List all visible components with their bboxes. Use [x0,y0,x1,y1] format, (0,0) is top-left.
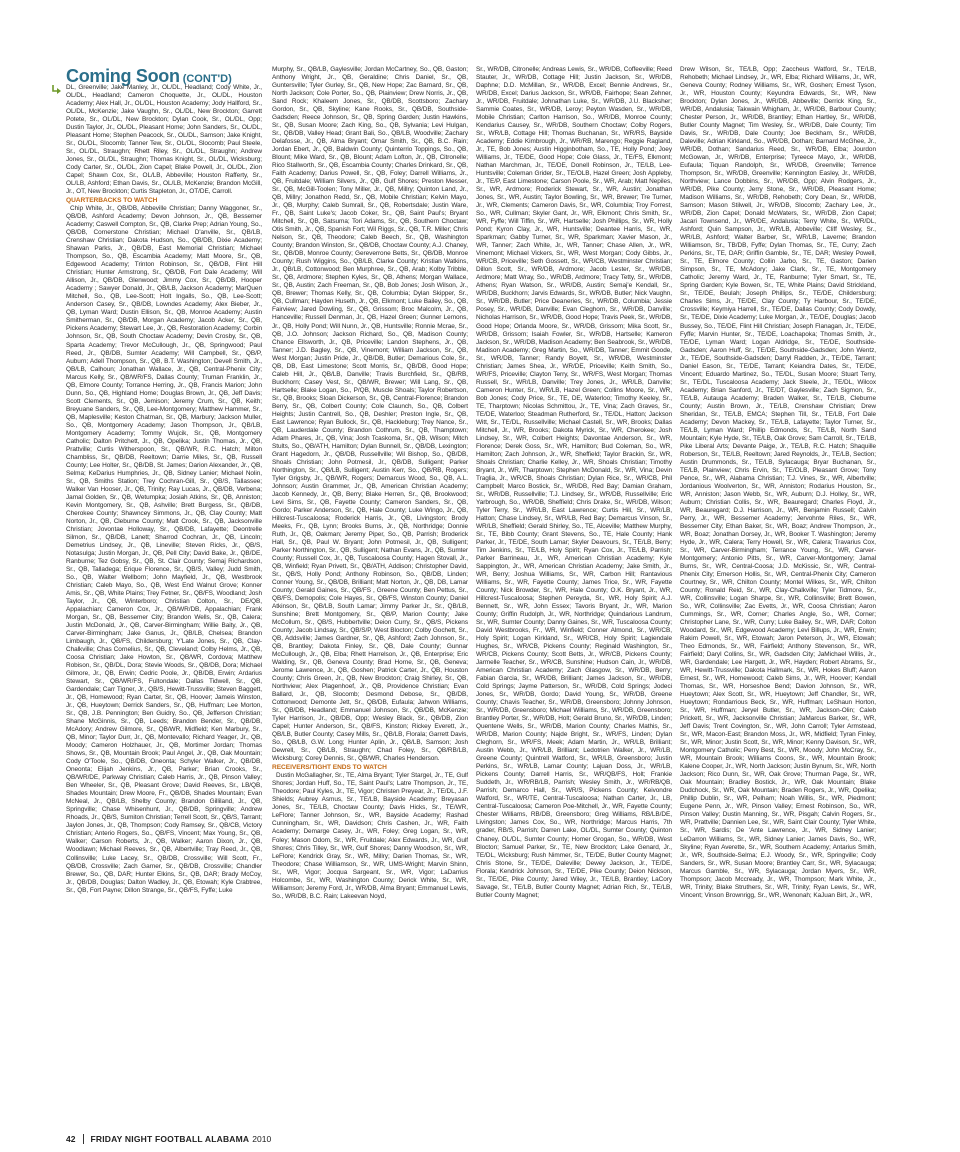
paragraph-receivers-cont-2: Drew Wilson, Sr., TE/LB, Opp; Zaccheus Watford, Sr., TE/LB, Rehobeth; Michael Lindsey, Jr., WR, Elba; Richard Williams, Jr., WR, Geneva County; Rodney Williams, Sr., WR, Goshen; Ernest Tyson, Jr., WR, Houston County; Keyundra Edwards, Sr., WR, New Brockton; Dylan Jones, Jr., WR/DB, Abbeville; Derrick King, Sr., WR/DB, Andalusia; Takwain Whigham, Jr., WR/DB, Barbour County; Chester Person, Jr., WR/DB, Brantley; Ethan Hartley, Sr., WR/DB, Butler County Magnet; Tim Wesley, Sr., WR/DB, Dale County; Tim Davis, Sr., WR/DB, Dale County; Joe Beckham, Sr., WR/DB, Daleville; Adrian Kirkland, So., WR/DB, Dothan; Barnard McGhee, Jr., WR/DB, Dothan; Sandarius Reed, Sr., WR/DB, Elba; Jourdon McGowan, Jr., WR/DB, Enterprise; Tyreece Mayo, Jr., WR/DB, Eufaula; Tiquan Randolph, Sr., WR/DB, Greenville; Terrence Thompson, Sr., WR/DB, Greenville; Kennington Easley, Jr., WR/DB, Northview; Lance Dobbins, Sr., WR/DB, Opp; Alvin Rodgers, Jr., WR/DB, Pike County; Jerry Stone, Sr., WR/DB, Pleasant Home; Madison Williams, Sr., WR/DB, Rehobeth; Cory Dean, Sr., WR/DB, Samson; Mason Stilwell, Jr., WR/DB, Slocomb; Zachary Lee, Jr., WR/DB, Zion Capel; Donald McWaters, Sr., WR/DB, Zion Capel; Jacari Townsend, Jr., WR/DE, Andalusia; Terry White, Sr., WR/DL, Ashford; Quin Sampson, Jr., WR/LB, Abbeville; Cliff Wesley, Sr., WR/LB, Ashford; Walter Barber, Sr., WR/LB, Laverne; Brandon Williamson, Sr., TB/DB, Fyffe; Dylan Thomas, Sr., TE, Curry; Zach Perkins, Sr., TE, DAR; Griffin Gamble, Sr., TE, DAR; Wesley Powell, Sr., TE, Elmore County; Collin Jarbo, Sr., TE, Gaston; Darien Simpson, Sr., TE, McAdory; Jake Clark, Sr., TE, Montgomery Catholic; Jeremy Ward, Jr., TE, Ranburne; Tyler Smart, Sr., TE, Spring Garden; Kyle Bowen, Sr., TE, White Plains; David Strickland, Sr., TE/DE, Beulah; Joseph Phillips, Sr., TE/DE, Childersburg; Charles Sims, Jr., TE/DE, Clay County; Ty Harbour, Sr., TE/DE, Crossville; Keymiya Harrell, Sr., TE/DE, Dallas County; Cody Dowdy, Sr., TE/DE, Dixie Academy; Luke Morgan, Jr., TE/DE, Douglas; Jacob Bussey, So., TE/DE, Flint Hill Christian; Joseph Flanagan, Jr., TE/DE, Fyffe; Marvin Hunter, Sr., TE/DE, Loachapoka; Thomas Smith, Jr., TE/DE, Lyman Ward; Logan Aldridge, Sr., TE/DE, Southside-Gadsden; Aaron Huff, Sr., TE/DE, Southside-Gadsden; John Wentz, Jr., TE/DE, Southside-Gadsden; Darryl Radden, Jr., TE/DE, Tarrant; Daniel Eason, Sr., TE/DE, Tarrant; Keiandra Dates, Sr., TE/DE, Vincent; Eduardo Martinez, So., TE/DL, Susan Moore; Stuart Terry, Sr., TE/DL, Tuscaloosa Academy; Jack Steele, Jr., TE/DL, Wilcox Academy; Brian Sanford, Jr., TE/DT, Gaylesville; Zach Sigmon, Sr., TE/LB, Autauga Academy; Braden Walker, Sr., TE/LB, Cleburne County; Austin Brown, Jr., TE/LB, Crenshaw Christian; Drew Sheridan, Sr., TE/LB, EMCA; Stephen Till, Sr., TE/LB, Fort Dale Academy; Devon Mackey, Sr., TE/LB, Lafayette; Taylor Turner, Sr., TE/LB, Lyman Ward; Phillip Edmonds, Sr., TE/LB, North Sand Mountain; Kyle Hyde, Sr., TE/LB, Oak Grove; Sam Carroll, Sr., TE/LB, Pike Liberal Arts; Devante Paige, Jr., TE/LB, R.C. Hatch; Shaquille Roberson, Sr., TE/LB, Reeltown; Jared Reynolds, Jr., TE/LB, Section; Austin Drummonds, Sr., TE/LB, Sylacauga; Bryar Buchanan, Sr., TE/LB, Plainview; Chris Ervin, Sr., TE/OLB, Pleasant Grove; Tony Pence, Sr., WR, Alabama Christian; T.J. Vines, Sr., WR, Albertville; Jordanious Woolverton, Sr., WR, Anniston; Rodarius Houston, Sr., WR, Anniston; Jason Webb, Sr., WR, Auburn; D.J. Holley, Sr., WR, Auburn; Christian Collis, Sr., WR, Beauregard; Charles Floyd, Jr., WR, Beauregard; D.J. Harrison, Jr., WR, Benjamin Russell; Calvin Perry, Jr., WR, Bessemer Academy; Jervohnte Riles, Sr., WR, Bessemer City; Ethan Baker, Sr., WR, Boaz; Andrew Thompson, Jr., WR, Boaz; Jonathan Dorsey, Jr., WR, Booker T. Washington; Jeremy Hyde, Jr., WR, Calera; Terry Howell, Sr., WR, Calera; Travarius Cox, Sr., WR, Carver-Birmingham; Terrance Young, Sr., WR, Carver-Montgomery; Antonio Pitts, Sr., WR, Carver-Montgomery; Jamal Burns, Sr., WR, Central-Coosa; J.D. McKissic, Sr., WR, Central-Phenix City; Emerson Hollis, Sr., WR, Central-Phenix City; Cameron Courtney, Sr., WR, Chilton County; Montel Wilkes, Sr., WR, Chilton County; Ronald Reid, Sr., WR, Clay-Chalkville; Tyler Tidmore, Sr., WR, Collinsville; Logan Sharpe, Sr., WR, Collinsville; Brett Bowen, So., WR, Collinsville; Zac Evetts, Jr., WR, Coosa Christian; Aaron Cummings, Sr., WR, Corner; Charles Angle, So., WR, Corner; Christopher Lane, Sr., WR, Curry; Luke Bailey, Sr., WR, DAR; Colton Woodard, Sr., WR, Edgewood Academy; Levi Billups, Jr., WR, Erwin; Rakim Powell, Sr., WR, Etowah; Jaron Peterson, Jr., WR, Etowah; Theo Edmonds, Sr., WR, Fairfield; Anthony Stevenson, Sr., WR, Fairfield; Daryl Collins, Sr., WR, Gadsden City; JaMichael Willis, Jr., WR, Gardendale; Lee Hargett, Jr., WR, Hayden; Robert Abrams, Sr., WR, Hewitt-Trussville; Dakota Hallmark, Sr., WR, Hokes Bluff; Aaron Ernest, Sr., WR, Homewood; Caleb Sims, Jr., WR, Hoover; Kendall Thomas, Sr., WR, Horseshoe Bend; Davion Johnson, Sr., WR, Hueytown; Alex Scott, Sr., WR, Hueytown; Jeff Chandler, Sr., WR, Hueytown; Rondarrious Beck, Sr., WR, Huffman; LeShaun Horton, Sr., WR, Huffman; Jeryel Butler, Sr., WR, Jackson-Olin; Caleb Prickett, Sr., WR, Jacksonville Christian; JaMarcus Barker, Sr., WR, Jeff Davis; Trent Covington, Sr., WR, John Carroll; Tyler Armstead, Sr., WR, Macon-East; Brandon Moss, Jr., WR, Midfield; Tyran Finley, Sr., WR, Minor; Justin Scott, Sr., WR, Minor; Kenny Davison, Sr., WR, Montgomery Catholic; Perry Best, Sr., WR, Moody; John McCray, Sr., WR, Mountain Brook; Williams Coons, Sr., WR, Mountain Brook; Kalene Cooper, Jr., WR, North Jackson; Justin Bynum, Sr., WR, North Jackson; Rico Dunn, Sr., WR, Oak Grove; Thurman Page, Sr., WR, Oak Mountain; Bradley Bostick, Jr., WR, Oak Mountain; Blake Dudchock, Sr., WR, Oak Mountain; Braden Rogers, Jr., WR, Opelika; Phillip Dublin, Sr., WR, Pelham; Noah Willis, Sr., WR, Piedmont; Eugene Penn, Jr., WR, Pinson Valley; Ernest Robinson, So., WR, Pinson Valley; Dustin Manning, Sr., WR, Pisgah; Calvin Rogers, Sr., WR, Prattville; Dannien Lee, Sr., WR, Saint Clair County; Tyler White, Sr., WR, Sardis; De 'Ante Lawrence, Jr., WR, Sidney Lanier; LeDarron Williams, Sr., WR, Sidney Lanier; James Davis, So., WR, Skyline; Ryan Averette, Sr., WR, Southern Academy; Antarius Smith, Jr., WR, Southside-Selma; E.J. Woody, Sr., WR, Springville; Cody Sanders, Sr., WR, Susan Moore; Brantley Carr, Sr., WR, Sylacauga; Marcus Gamble, Sr., WR, Sylacauga; Jordan Myers, Sr., WR, Thompson; Jacob Mccready, Jr., WR, Thompson; Mark White, Jr., WR, Trinity; Blake Struthers, Sr., WR, Trinity; Ryan Lewis, Sr., WR, Vincent; Vinson Brownrigg, Sr., WR, Wenonah; KaJuan Birt, Jr., WR, [680,66,876,899]
column-3 [476,66,672,1116]
paragraph-linemen: DL, Greenville; Jake Manley, Jr., OL/DL, Headland; Cody White, Jr., OL/DL, Headland; Cameron Choquette, Jr., OL/DL, Houston Academy; Alex Hall, Jr., OL/DL, Houston Academy; Jody Hallford, Sr., OL/DL, McKenzie; Jake Vaughn, Sr., OL/DL, New Brockton; Garrett Potete, Sr., OL/DL, New Brockton; Dylan Cook, Sr., OL/DL, Opp; Dustin Taylor, Jr., OL/DL, Pleasant Home; John Sanders, Sr., OL/DL, Pleasant Home; Stephen Peacock, Sr., OL/DL, Samson; Jake Knight, Sr., OL/DL, Slocomb; Tanner Tew, Sr., OL/DL, Slocomb; Paul Steele, Sr., OL/DL, Straughn; Rhett Riley, Sr., OL/DL, Straughn; Andrew Jones, Sr., OL/DL, Straughn; Thomas Knight, Sr., OL/DL, Wicksburg; Cody Carter, Sr., OL/DL, Zion Capel; Blake Powell, Jr., OL/DL, Zion Capel; Shawn Cox, Sr., OL/LB, Abbeville; Houston Rafferty, Sr., OL/LB, Ashford; Ethan Davis, Sr., OL/LB, McKenzie; Brandon McGill, Jr., OT, New Brockton; Curtis Stapleton, Jr., OT/DE, Carroll. [66,84,262,196]
subhead-receivers: RECEIVERS/TIGHT ENDS TO WATCH [272,764,387,772]
magazine-year: 2010 [252,1134,272,1144]
arrow-icon [52,84,64,96]
column-1 [66,84,262,1134]
heading-title: Coming Soon [66,66,180,86]
subhead-quarterbacks: QUARTERBACKS TO WATCH [66,197,158,205]
paragraph-receivers-cont: Sr., WR/DB, Citronelle; Andreas Lewis, Sr., WR/DB, Coffeeville; Reed Stauter, Jr., WR/DB, Cottage Hill; Justin Jackson, Sr., WR/DB, Daphne; D.D. McMillan, Sr., WR/DB, Excel; Bennie Andrews, Sr., WR/DB, Excel; Darius Jackson, Sr., WR/DB, Fairhope; Sean Zehner, Jr., WR/DB, Fruitdale; Johnathan Luke, Sr., WR/DB, J.U. Blacksher; Sammie Coates, Sr., WR/DB, Leroy; Peyton Wasden, Sr., WR/DB, Mobile Christian; Carlton Harrison, So., WR/DB, Monroe County; Kendarius Causey, Sr., WR/DB, Southern Choctaw; Colby Rogers, Sr., WR/LB, Cottage Hill; Thomas Buchanan, Sr., WR/RS, Bayside Academy; Eddie Kimbrough, Jr., WR/RB, Marengo; Reggie Ragland, Jr., TE, Bob Jones; Austin Higginbotham, So., TE, Holly Pond; Joey Williams, Jr., TE/DE, Good Hope; Cole Glass, Jr., TE/FS, Elkmont; Nathan Marchman, Jr., TE/DE, Donell Robinson, Jr., TE/LB, Lee-Huntsville; Coleman Grider, Sr., TE/OLB, Hazel Green; Josh Appleby, Jr., TE/P, East Limestone; Carson Poole, Sr., WR, Arab; Matt Nepiles, Sr., WR, Ardmore; Roderick Stewart, Sr., WR, Austin; Jonathan Jones, Sr., WR, Austin; Taylor Bowling, Sr., WR, Brewer; Tre Turner, Jr., WR, Clements; Cameron Davis, Sr., WR, Columbia; Troy Forrest, So., WR, Cullman; Skyler Gant, Jr., WR, Elkmont; Chris Smith, Sr., WR, Fyffe; Will Tiffin, Sr., WR, Hartselle; Josh Phillips, Sr., WR, Holly Pond; Kyron Clay, Jr., WR, Huntsville; Deantee Harris, Sr., WR, Sparkman; Gabby Turner, Sr., WR, Sparkman; Xavier Mason, Jr., WR, Tanner; Zach White, Jr., WR, Tanner; Chase Allen, Jr., WR, Vinemont; Michael Vickers, Sr., WR, West Morgan; Cody Gibbs, Jr., WR/CB, Priceville; Seth Gossett, Sr., WR/CB, Westminster Christian; Dillon Scott, Sr., WR/DB, Ardmore; Jacob Lester, Sr., WR/DB, Ardmore; Matt Wray, So., WR/DB, Ardmore; Tracy Tetty, Sr., WR/DB, Athens; Ryan Watson, Sr., WR/DB, Austin; Semaj'e Kendall, Sr., WR/DB, Buckhorn; Jarvis Edwards, Sr., WR/DB, Butler; Nick Vaughn, Sr., WR/DB, Butler; Price Deaneries, Sr., WR/DB, Columbia; Jessie Posey, Sr., WR/DB, Danville; Evan Cleghorn, Sr., WR/DB, Danville; Nicholas Harrison, Sr., WR/DB, Good Hope; Travis Peek, Sr., WR/DB, Good Hope; Orlanda Moore, Sr., WR/DB, Grissom; Mika Scott, Sr., WR/DB, Grissom; Isaiah Fowler, Sr., WR/DB, Hartselle; Kameron Jackson, Sr., WR/DB, Madison Academy; Ben Seabrook, Sr., WR/DB, Madison Academy; Greg Martin, So., WR/DB, Tanner; Emmit Goode, Sr., WR/DB, Tanner; Randy Boyett, Sr., WR/DB, Westminster Christian; James Shea, Jr., WR/DE, Priceville; Keith Smith, So., WR/FS, Priceville; Clayton Terry, Sr., WR/FS, West Morgan; Thomas Russell, Sr., WR/LB, Danville; Trey Jones, Jr., WR/LB, Danville; Cameron Hunter, Sr., WR/LB, Hazel Green; Collins Moore, Sr., WR, Bob Jones; Cody Price, Sr., TE, DE, Waterloo; Timothy Keeley, Sr., TE, Tharptown; Nicolas Schmittou, Jr., TE, Vina; Zach Graves, Sr., TE/DE, Waterloo; Steadman Rutherford, Sr., TE/DL, Hatton; Jackson Witt, Sr., TE/DL, Russellville; Michael Castell, Sr., WR, Brooks; Dallas Mitchell, Jr., WR, Brooks; Dakota Myrick, Sr., WR, Cherokee; Josh Lindsey, Sr., WR, Colbert Heights; Davontae Anderson, Sr., WR, Florence; Derek Goss, Sr., WR, Hamilton; Bud Coleman, So., WR, Hamilton; Zach Johnson, Jr., WR, Sheffield; Taylor Brackin, Sr., WR, Shoals Christian; Charlie Kelley, Jr., WR, Shoals Christian; Timothy Bryant, Jr., WR, Tharptown; Stephen McDonald, Sr., WR, Vina; Devin Traglia, Jr., WR/CB, Shoals Christian; Dylan Rice, Sr., WR/CB, Phil Campbell; Marco Bostick, Sr., WR/DB, Red Bay; Damian Graham, Sr., WR/DB, Russellville; T.J. Lindsey, Sr., WR/DB, Russellville; Eric Yarbrough, So., WR/DB, Sheffield; Chris Drake, Sr., WR/DB, Wilson; Tyler Terry, Sr., WR/LB, East Lawrence; Curtis Hill, Sr., WR/LB, Hatton; Chase Lindsey, Sr., WR/LB, Red Bay; Demarcus Vinson, Sr., WR/LB, Sheffield; Gerald Shirley, So., TE, Alceville; Matthew Murphy, Sr., TE, Bibb County; Grant Stevens, So., TE, Hale County; Hank Parker, Jr., TE/DE, South Lamar; Skyler Deavours, Sr., TE/LB, Berry; Tim Jenkins, Sr., TE/LB, Holy Spirit; Ryan Cox, Jr., TE/LB, Parrish; Parker Barrineau, Jr., WR, American Christian Academy; Kyle Sappington, Jr., WR, American Christian Academy; Jake Smith, Jr., WR, Berry; Joshua Williams, Sr., WR, Carbon Hill; Rantavious Williams, Sr., WR, Fayette County; James Trice, Sr., WR, Fayette County; Nick Browder, Sr., WR, Hale County; O.K. Bryant, Jr., WR, Hillcrest-Tuscaloosa; Stephen Pereyda, Sr., WR, Holy Spirit; A.J. Bennett, Sr., WR, John Essex; Tavoris Bryant, Jr., WR, Marion County; Griffin Rudolph, Jr., WR, Northridge; Quindarious Landrum, Sr., WR, Sumter County; Danny Gaines, Sr., WR, Tuscaloosa County; David Westbrooks, Fr., WR, Winfield; Conner Almond, Sr., WR/CB, Holy Spirit; Logan Kirkland, Sr., WR/CB, Holy Spirit; Lagiendale Hughes, Sr., WR/CB, Pickens County; Reginald Washington, Sr., WR/CB, Pickens County; Scott Betts, Jr., WR/CB, Pickens County; Jarmelle Teacher, Sr., WR/CB, Sunshine; Hudson Cain, Jr., WR/DB, American Christian Academy; Zach Glasgow, Sr., WR/DB, Berry; Fabian Garcia, Sr., WR/DB, Brilliant; James Jackson, Sr., WR/DB, Cold Springs; Jayme Patterson, Sr., WR/DB, Cold Springs; Jodeci Jones, Sr., WR/DB, Gordo; David Young, Sr., WR/DB, Greene County; Chavis Teacher, Sr., WR/DB, Greensboro; Johnny Johnson, Sr., WR/DB, Greensboro; Michael Williams, Sr., WR/DB, Greensboro; Brantley Porter, Sr., WR/DB, Holt; Gerald Bruno, Sr., WR/DB, Linden; Quentene Wells, Sr., WR/DB, Marion County; Charles Mathis, Sr., WR/DB, Marion County; Najde Bright, Sr., WR/FS, Linden; Dylan Cleghorn, Sr., WR/FS, Meek; Adam Martin, Jr., WR/LB, Brilliant; Austin Webb, Jr., WR/LB, Brilliant; Ledotrien Walker, Jr., WR/LB, Greene County; Quintrell Watford, Sr., WR/LB, Greensboro; Justin Perkins, Sr., WR/LB, Lamar County; Lajuan Doss, Jr., WR/LB, Pickens County; Darrell Harris, Sr., WR/QB/FS, Holt; Frankie Suddeth, Jr., WR/RB/LB, Parrish; Wesley Smith, Jr., WR/RB/QB, Parrish; Demarco Hall, Sr., WR/S, Pickens County; Keivondre Watford, Sr., WR/TE, Central-Tuscaloosa; Nathan Carter, Jr., LB, Central-Tuscaloosa; Cameron Poe-Mitchell, Jr., WR, Fayette County; Chester Williams, RB/DB, Greensboro; Greg Williams, RB/LB/DE, Livingston; James Cox, So., WR, Northridge; Marcus Harris, 7th grader, RB/S, Parrish; Darren Lake, OL/DL, Sumter County; Quinton Chaney, OL/DL, Sumter County; Homer Grogan, So., WR/DB, West Blocton; Samuel Parker, Sr., TE, New Brockton; Lake Genard, Jr., TE/DL, Wicksburg; Rush Nimmer, Sr., TE/DE, Butler County Magnet; Chris Stone, Sr., TE/DE, Daleville; Dewey Jackson, Jr., TE/DE, Florala; Kendrick Johnson, Sr., TE/DE, Pike County; Deion Nickson, Sr., TE/DE, Pike County; Jared Wiley, Jr., TE/LB, Brantley; LaCory Savage, Sr., TE/LB, Butler County Magnet; Adrian Rich, Sr., TE/LB, Butler County Magnet; [476,66,672,899]
footer-divider [83,1134,84,1144]
magazine-name: FRIDAY NIGHT FOOTBALL ALABAMA [90,1134,250,1144]
column-4 [680,66,876,1116]
column-2 [272,66,468,1116]
page-footer [66,1133,271,1145]
paragraph-quarterbacks-cont: Murphy, Sr., QB/LB, Gaylesville; Jordan McCartney, So., QB, Gaston; Anthony Wright, Jr., QB, Geraldine; Chris Daniel, Sr., QB, Guntersville; Tyler Gurley, Sr., QB, New Hope; Zac Barnard, Sr., QB, North Jackson; Cole Porter, So., QB, Plainview; Drew Norris, Jr., QB, Sand Rock; Khaleem Jones, Sr., QB/DB, Scottsboro; Zachary Gordon, Sr., QB, Skyline; Kane Rooks, Sr., QB/DB, Southside-Gadsden; Reece Johnson, Sr., QB, Spring Garden; Justin Hawkins, Sr., QB, Susan Moore; Zach King, So., QB, Sylvania; Levi Hulgan, Sr., QB/DB, Valley Head; Grant Bali, So., QB/LB, Woodville; Zachary Delafosse, Jr., QB, Alma Bryant; Omar Smith, Sr., QB, B.C. Rain; Jordan Ebert, Jr., QB, Baldwin County; Quinterrio Toppings, So., QB, Blount; Mike Ward, Sr., QB, Blount; Adam Lofton, Jr., QB, Citronelle; Rico Stallworth, Sr., QB, Escambia County; Charles Drinkard, Sr., QB, Faith Academy; Darius Powell, Sr., QB, Foley; Darrell Williams, Jr., QB, Fruitdale; William Silvers, Jr., QB, Gulf Shores; Preston Messer, Sr., QB, McGill-Toolen; Tony Miller, Jr., QB, Millry; Quinton Land, Jr., QB, Millry; Jonathon Redd, Sr., QB, Mobile Christian; Kelvin Mayo, Jr., QB, Murphy; Caleb Sumrall, Sr., QB, Robertsdale; Justin Ware, Fr., QB, Saint Luke's; Jacob Coker, Sr., QB, Saint Paul's; Bryant Mitchell, Sr., QB, Satsuma; Tori Adams, Sr., QB, Southern Choctaw; Otis Smith, Jr., QB, Spanish Fort; Wil Riggs, Sr., QB, T.R. Miller; Chris Nelson, Sr., QB, Theodore; Caleb Beech, Sr., QB, Washington County; Brandon Winston, Sr., QB/DB, Choctaw County; A.J. Chaney, Sr., QB/DB, Monroe County; Gereverrone Betts, Sr., QB/DB, Monroe County; Rush Wiggins, So., QB/LB, Clarke County; Kristian Watkins, Jr., QB/LB, Cottonwood; Ben Murphree, Sr., QB, Arab; Kolby Tribble, Sr., QB, Ardmore; Stephen Kyles, Sr., QB, Athens; Morgan Wallace, Sr., QB, Austin; Zach Freeman, Sr., QB, Bob Jones; Josh Wilson, Jr., QB, Brewer; Thomas Kelly, Sr., QB, Columbia; Dylan Skipper, Sr., QB, Cullman; Hayden Huseth, Jr., QB, Elkmont; Luke Bailey, So., QB, Fairview; Jared Dowling, Sr., QB, Grissom; Broc Malcolm, Jr., QB, Hanceville; Russell Denman, Jr., QB, Hazel Green; Gunner Lemons, Jr., QB, Holly Pond; Will Nunn, Jr., QB, Huntsville; Ronnie Mcrae, Sr., QB, J.O. Johnson; Jackson Richard, So., QB, Madison County; Chance Ellsworth, Jr., QB, Priceville; Landon Stephens, Jr., QB, Tanner; J.D. Bagley, Sr., QB, Vinemont; William Jackson, Sr., QB, West Morgan; Justin Pride, Jr., QB/DB, Butler; Demarious Cole, Sr., QB, DB, East Limestone; Scott Morris, Sr., QB/DB, Good Hope; Caleb Hill, Jr., QB/LB, Danville; Travis Burchfield, Sr., QB/RB, Buckhorn; Casey Vest, Sr., QB/WR, Brewer; Will Lang, Sr., QB, Hartselle; Blake Logan, So., P/QB, Muscle Shoals; Taylor Robertson, Sr., QB, Brooks; Sloan Dickerson, Sr., QB, Central-Florence; Brandon Berry, Sr., QB, Colbert County; Cole Claunch, So., QB, Colbert Heights; Justin Cantrell, So., QB, Deshler; Preston Ingle, Sr., QB, East Lawrence; Ryan Bullock, Sr., QB, Hackleburg; Trey Nance, Sr., QB, Lauderdale County; Brandon Cothrum, Sr., QB, Thamptown; Adam Phares, Jr., QB, Vina; Josh Tcaskoma, Sr., QB, Wilson; Mitch Stults, So., QB/ATH, Hamilton; Dylan Bunnell, Sr., QB/DB, Lexington; Grant Hagedorn, Jr., QB/DB, Russellville; Wil Bishop, So., QB/DB, Shoals Christian; John Potmesil, Jr., QB/DB, Sulligent; Parker Northington, Sr., QB/LB, Sulligent; Austin Kerr, So., QB/RB, Rogers; Tyler Grigsby, Jr., QB/WR, Rogers; Demarcus Wood, So., QB, A.L. Johnson; Austin Grammer, Jr., QB, American Christian Academy; Jacob Kennedy, Jr., QB, Berry; Blake Herren, Sr., QB, Brookwood; Levi Sims, Sr., QB, Fayette County; Cameron Sanders, Sr., QB, Gordo; Parker Anderson, Sr., QB, Hale County; Luke Wingo, Jr., QB, Hillcrest-Tuscaloosa; Roderick Harris, Jr., QB, Livingston; Brody Meeks, Fr., QB, Lynn; Brooks Burns, Jr., QB, Northridge; Donnie Ruth, Jr., QB, Oakman; Jeremy Piper, So., QB, Parrish; Broderick Hall, Sr., QB, Paul W. Bryant; John Potmesil, Jr., QB, Sulligent; Parker Northington, Sr., QB, Sulligent; Nathan Evans, Jr., QB, Sumter County; Russell Cox, Jr., QB, Tuscaloosa County; Hagen Stovall, Jr., QB, Winfield; Ryan Privett, Sr., QB/ATH, Addison; Christopher David, Sr., QB/S, Holly Pond; Anthony Robinson, So., QB/DB, Linden; Conner Young, Sr., QB/DB, Brilliant; Matt Norton, Jr., QB, DB, Lamar County; Gerald Gaines, Sr., QB/FS , Greene County; Ben Pettus, Sr., QB/FS, Demopolis; Cole Hayes, Sr., QB/FS, Winston County; Daniel Atkinson, Sr., QB/LB, South Lamar; Jimmy Parker Jr., Sr., QB/LB, Sunshine; Brett Montgomery, Sr., QB/P, Marion County; Jake McCollum, Sr., QB/S, Hubbertville; Deion Curry, Sr., QB/S, Pickens County; Jacob Lindsay, Sr., QB/S/P, West Blocton; Colby Gochett, Sr., QB, Addsville; James Gardner, Sr., QB, Ashford; Zach Johnson, Sr., QB, Brantley; Dakota Finley, Sr., QB, Dale County; Gunnar McCullough, Jr., QB, Elba; Rhett Harrelson, Jr., QB, Enterprise; Eric Walding, Sr., QB, Geneva County; Brad Horne, Sr., QB, Geneva; Jerome Lawrence, Jr., QB, Goshen; Patrick Carter, Jr., QB, Houston County; Chris Green, Jr., QB, New Brockton; Craig Shirley, Sr., QB, Northview; Alex Plagenhoef, Jr., QB, Providence Christian; Evan Ballard, Jr., QB, Slocomb; Desmond Debose, Sr., QB/DB, Cottonwood; Demonte Jett, Sr., QB/DB, Eufaula; Jahwon Williams, Sr., QB/DB, Headland; Emmanuel Johnson, Sr., QB/DB, McKenzie; Tyler Harrison, Jr., QB/DB, Opp; Wesley Black, Sr., QB/DB, Zion Capel; Hunter Anderson, Sr., QB/FS, Kinston; Rickey Everett, Jr., QB/LB, Butler County; Casey Mills, Sr., QB/LB, Florala; Garrett Davis, So., QB/LB, G.W. Long; Hunter Aplin, Jr., QB/LB, Samson; Josh Dewrell, Sr., QB/LB, Straughn; Chad Foley, Sr., QB/RB/LB, Wicksburg; Corey Dennis, Sr., QB/WR, Charles Henderson. [272,66,468,763]
section-heading [66,66,232,84]
page-number: 42 [66,1134,76,1144]
heading-suffix: (CONT'D) [182,73,232,85]
paragraph-receivers: Dustin McGallagher, Sr., TE, Alma Bryant; Tyler Stargel, Jr., TE, Gulf Shores; Jordan Huff, So., TE, Saint Paul's; Latre Thompson, Jr., TE, Theodore; Paul Kyles, Jr., TE, Vigor; Christen Preyear, Jr., TE/DL, J.F. Shields; Aubrey Asmus, Sr., TE/LB, Bayside Academy; Breyasan Jones, Sr., TE/LB, Choctaw County; Davis Hicks, Sr., TE/WR, LeFlore; Tanner Johnson, Sr., WR, Bayside Academy; Rashad Cunningham, Sr., WR, Davidson; Chris Cashen, Jr., WR, Faith Academy; Demarge Casey, Jr., WR, Foley; Greg Logan, Sr., WR, Foley; Mason Odom, Sr., WR, Fruitdale; Alex Edwards, Jr., WR, Gulf Shores; Chris Tilley, Sr., WR, Gulf Shores; Danny Woodson, Sr., WR, LeFlore; Kendrick Gray, Sr., WR, Millry; Darien Thomas, Sr., WR, Theodore; Chase Williamson, Sr., WR, UMS-Wright; Marvin Shinn, Sr., WR, Vigor; Jocqua Sargeant, Sr., WR, Vigor; LaDarrius Holcombe, Sr., WR, Washington County; Derick White, Sr., WR, Williamson; Jeremy Ford, Jr., WR/DB, Alma Bryant; Emmanuel Lewis, So., WR/DB, B.C. Rain; Lakeevan Noyd, [272,772,468,900]
paragraph-quarterbacks: Chip White, Jr., QB/DB, Abbeville Christian; Danny Waggoner, Sr., QB/DB, Ashford Academy; Devon Johnson, Jr., QB, Bessemer Academy; Caswell Compton, Sr., QB, Clarke Prep; Adrian Young, So., QB/DB, Cornerstone Christian; Michael D'anville, Sr., QB/LB, Crenshaw Christian; Dakota Hudson, So., QB/DB, Dixie Academy; Shawan Parks, Jr., QB/DB, East Memorial Christian; Michael Thompson, So., QB, Escambia Academy; Matt Moore, Sr., QB, Edgewood Academy; Trinton Robinson, Sr., QB/DB, Flint Hill Christian; Hunter Armstrong, Sr., QB/DB, Fort Dale Academy; Will Allison, Jr., QB/DB, Glenwood; Jimmy Cox, Sr., QB/DB, Hooper Academy ; Sawyer Donald, Jr., QB/LB, Jackson Academy; MarQuen Mitchell, So., QB, Lee-Scott; Holt Ingalls, So., QB, Lee-Scott; Anderson Casey, Sr., QB/DB, Lowndes Academy; Alex Bieber, Jr., QB, Lyman Ward; Dustin Ellison, Sr., QB, Monroe Academy; Austin Smitherman, Sr., QB/DB, Morgan Academy; Jacob Acker, Sr., QB, Pickens Academy; Stewart Lee, Jr., QB, Restoration Academy; Corbin Johnson, Sr., QB, South Choctaw Academy; Devin Crosby, Sr., QB, Sparta Academy; Trevor McCullough, Jr., QB, Springwood; Paul Reed, Jr., QB/DB, Sumter Academy; Will Campbell, Sr., QB/P, Auburn; Adell Thompson, Sr., QB, B.T. Washington; Devell Smith, Jr., QB/LB, Calhoun; Jonathan Wallace, Jr., QB, Central-Phenix City; Marcus Kelly, Sr., QB/WR/FS, Dallas County; Truman Franklin, Jr., QB, Elmore County; Torrance Herring, Jr., QB, Francis Marion; John Dunn, So., QB, Highland Home; Douglas Brown, Jr., QB, Jeff Davis; Scott Clements, Sr., QB, Jemison; Jeremy Crum, Sr., QB, Keith; Breyuane Sanders, Sr., QB, Lee-Montgomery; Matthew Hammer, Sr., QB, Maplesville; Keston Chatman, Sr., QB, Marbury; Jackson Muller, So., QB, Montgomery Academy; Jason Thompson, Jr., QB/LB, Montgomery Academy; Tommy Wujcik, Sr., QB, Montgomery Catholic; Dalton Pritchett, Jr., QB, Opelika; Justin Thomas, Jr., QB, Prattville; Curtis Witherspoon, Sr., QB/WR, R.C. Hatch; Milton Chambliss, Sr., QB/DB, Reeltown; Darrie Miles, Sr., QB, Russell County; Lee Holter, Sr., QB/DB, St. James; Darion Alexander, Jr., QB, Selma; KeDarius Humphries, Jr., QB, Sidney Lanier; Michael Nolin, Sr., QB, Smiths Station; Trey Cochran-Gill, Sr., QB/S, Tallassee; Walker Van Hooser, Jr., QB, Trinity; Ray Lucas, Jr., QB/DB, Verbena; Jamal Golden, Sr., QB, Wetumpka; Josiah Atkins, Sr., QB, Anniston; Kevin Montgomery, Sr., QB, Ashville; Brett Burgess, Sr., QB/DB, Cherokee County; Shawncey Simmons, Jr., QB, Clay County; Matt Norton, Jr., QB, Cleburne County; Matt Crook, Sr., QB, Jacksonville Christian; Jovontae Holloway, Sr., QB/DB, Lafayette; Deontrelle Silmon, Sr., QB/DB, Lanett; Sharrod Cochran, Jr., QB, Lincoln; Demetrius Lindsey, Jr., QB, Lineville; Steven Ricks, Jr., QB/S, Notasulga; Justin Morgan, Jr., QB, Pell City; David Bake, Jr., QB/DE, Ranburne; Tez Gobsy, Sr., QB, St. Clair County; Semaj Richardson, Sr., QB, Talladega; Erique Florence, Sr., QB/S, Valley; Judd Smith, So., QB, Walter Wellborn; John Mayfield, Jr., QB, Westbrook Christian; Caleb Mayo, So., QB, West End Walnut Grove; Konner Amis, Sr., QB, White Plains; Trey Fetner, Sr., QB/FS, Woodland; Josh Taylor, Jr., QB, Winterboro; Christian Colton, Sr., DE/QB, Appalachian; Cameron Cox, Jr., QB/WR/DB, Appalachian; Frank Morgan, Sr., QB, Bessemer City; Brandon Wells, Sr., QB, Calera; Justin McDonald, Jr., QB, Carver-Birmingham; Willie Baity, Jr., QB, Carver-Birmingham; Jake Ganus, Jr., QB/LB, Chelsea; Brandon Limbaugh, Jr., QB/FS, Childersburg; Y'Late Jones, Sr., QB, Clay-Chalkville; Chas Cornelius, Sr., QB, Cleveland; Colby Helms, Jr., QB, Coosa Christian; Jake Howton, Sr., QB/WR, Cordova; Matthew Robison, Sr., QB/DL, Dora; Stevie Woods, Sr., QB/DB, Dora; Michael Gilmore, Jr., QB, Erwin; Cedric Poole, Jr., QB/DB, Erwin; Ardarius Stewart, Sr., QB/WR/FS, Fultondale; Dallas Tidwell, Sr., QB, Gardendale; Carr Tigner, Jr., QB/S, Hewitt-Trussville; Steven Baggett, Jr., QB, Homewood; Ryan Carter, Sr., QB, Hoover; Jameis Winston, Jr., QB, Hueytown; Derrick Sanders, Sr., QB, Huffman; Lee Morton, Sr., QB, J.B. Pennington; Ben Guidry, So., QB, Jefferson Christian; Shane McGinnis, Sr., QB, Leeds; Brandon Bender, Sr., QB/DB, McAdory; Andrew Gilmore, Sr., QB/WR, Midfield; Ken Marbury, Sr., QB, Minor; Taylor Durr, Jr., QB, Montevallo; Richard Yeager, Jr., QB, Moody; Cameron Holzhauer, Jr., QB, Mortimer Jordan; Thomas Shows, Sr., QB, Mountain Brook; Paul Angel, Jr., QB, Oak Mountain; Cody O'Toole, So., QB/DB, Oneonta; Schyler Walker, Jr., QB/DB, Oneonta; Elijah Jenkins, Jr., QB, Parker; Brian Crooks, Sr., QB/WR/DE, Parkway Christian; Caleb Harris, Jr., QB, Pinson Valley; Ben Wheeler, Sr., QB, Pleasant Grove; David Reeves, Sr., LB/QB, Shades Mountain; Drew Moore, Fr., QB/DB, Shades Mountain; Evan McNeal, Jr., QB/LB, Shelby County; Brandon Gilliland, Jr., QB, Springville; Chase Whisenhunt, Jr., QB/DB, Springville; Andrew Rhoads, Jr., QB/S, Sumiton Christian; Terrell Scott, Sr., QB/S, Tarrant; Jaylon Jones, Jr., QB, Thompson; Cody Ramsey, Sr., QB/CB, Victory Christian; Anterio Rogers, So., QB/FS, Vincent; Max Young, Sr., QB, Walker; Carson Roberts, Jr., QB, Walker; Aaron Dixon, Jr., QB, Woodlawn; Michael Reeves, Sr., QB, Albertville; Tray Reed, Jr., QB, Collinsville; Luke Lacey, Sr., QB/DB, Crossville; Will Scott, Fr., QB/DB, Crossville; Zach Garner, Sr., QB/DB, Crossville; Chandler Brewer, So., QB, DAR; Hunter Elkins, Sr., QB, DAR; Brady McCoy, Jr., QB/DB, Douglas; Dalton Wadley, Jr., QB, Etowah; Kyle Crabtree, Sr., QB, Fort Payne; Dillon Strange, Sr., QB/FS, Fyffe; Luke [66,205,262,894]
